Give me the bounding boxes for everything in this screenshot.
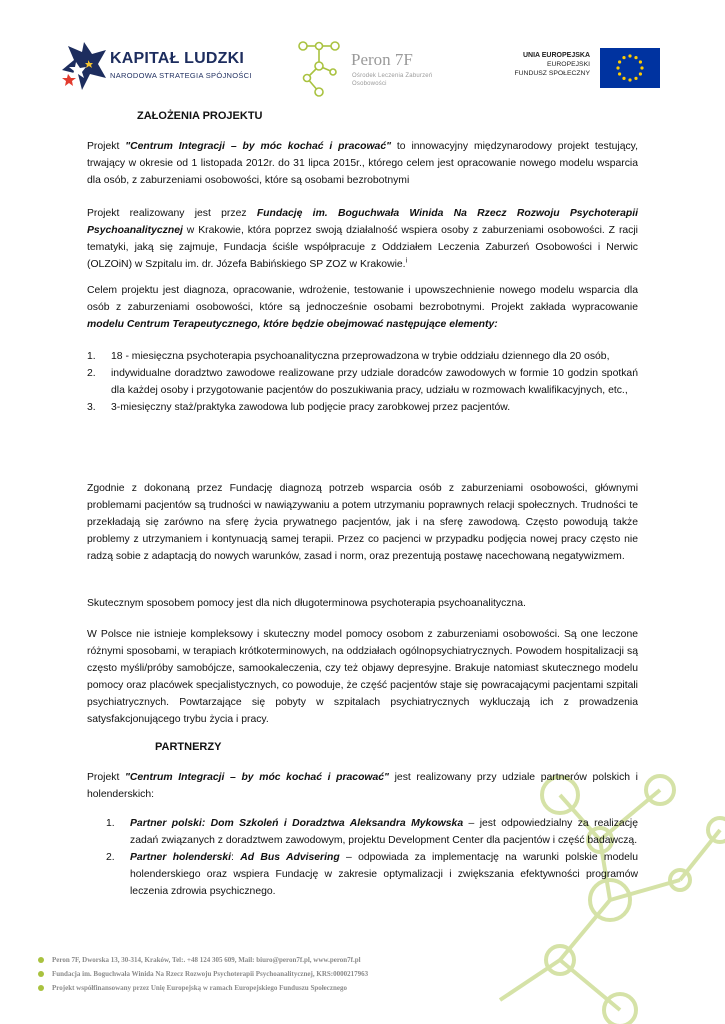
footer-line2: Fundacja im. Boguchwała Winida Na Rzecz Rozwoju Psychoterapii Psychoanalitycznej, KRS:0000217963	[52, 970, 369, 978]
eu-line2: EUROPEJSKI	[546, 61, 590, 68]
fundacja-name: Fundację im. Boguchwała Winida Na Rzecz Rozwoju Psychoterapii Psychoanalitycznej	[87, 208, 638, 236]
p1-c: to innowacyjny międzynarodowy projekt testujący, trwający w okresie od 1 listopada 2012r. do 31 lipca 2015r., którego celem jest opracowanie nowego modelu wsparcia dla osób, z zaburzeniami osobowości, które są osobami bezrobotnymi	[87, 141, 638, 186]
paragraph-polska: W Polsce nie istnieje kompleksowy i skuteczny model pomocy osobom z zaburzeniami osobowości. Są one leczone różnymi sposobami, w terapiach krótkoterminowych, na oddziałach ogólnopsychiatrycznych. Powodem hospitalizacji są często myśli/próby samobójcze, samookaleczenia, czy też objawy depresyjne. Brakuje natomiast skutecznego modelu pomocy oraz placówek specjalistycznych, co powoduje, że część pacjentów staje się powracającymi pacjentami szpitali psychiatrycznych. Powtarzające się pobyty w szpitalach psychiatrycznych wykluczają ich z prowadzenia satysfakcjonującego trybu życia i pracy.	[87, 629, 638, 725]
eu-line3: FUNDUSZ SPOŁECZNY	[514, 70, 590, 77]
peron-molecule-icon	[295, 38, 355, 98]
footer-fundacja	[38, 967, 698, 981]
list-number: 1.	[106, 818, 115, 829]
kapital-ludzki-title: KAPITAŁ LUDZKI	[110, 50, 245, 67]
kapital-ludzki-subtitle: NARODOWA STRATEGIA SPÓJNOŚCI	[110, 71, 252, 80]
partner-item	[106, 849, 638, 900]
eu-flag-icon	[600, 48, 660, 88]
partner-name: Partner polski: Dom Szkoleń i Doradztwa Aleksandra Mykowska	[130, 818, 464, 829]
bullet-icon	[38, 971, 44, 977]
footer-line3: Projekt współfinansowany przez Unię Europejską w ramach Europejskiego Funduszu Społecznego	[52, 984, 347, 992]
project-name: "Centrum Integracji – by móc kochać i pracować"	[125, 141, 392, 152]
paragraph-cel	[87, 282, 638, 333]
list-text: indywidualne doradztwo zawodowe realizowane przy udziale doradców zawodowych w formie 10 godzin spotkań dla każdej osoby i przygotowanie pacjentów do poszukiwania pracy, udziału w rozmowach kwalifikacyjnych, etc.,	[111, 368, 638, 396]
partner-sep: :	[231, 852, 241, 863]
p2-a: Projekt realizowany jest przez	[87, 208, 257, 219]
list-number: 1.	[87, 351, 96, 362]
project-name-2: "Centrum Integracji – by móc kochać i pracować"	[124, 772, 389, 783]
heading-zalozenia: ZAŁOŻENIA PROJEKTU	[137, 110, 263, 122]
partner-item	[106, 815, 638, 849]
p3-b: modelu Centrum Terapeutycznego, które będzie obejmować następujące elementy:	[87, 319, 498, 330]
list-number: 2.	[106, 852, 115, 863]
heading-partnerzy: PARTNERZY	[155, 741, 222, 753]
partner-text: – odpowiada za implementację na warunki polskie modelu holenderskiego oraz wspiera Fundację w zakresie optymalizacji i zwiększania efektywności programów leczenia zdrowia psychicznego.	[130, 852, 639, 897]
list-item	[87, 365, 638, 399]
eu-logo	[514, 48, 660, 88]
footer-line1: Peron 7F, Dworska 13, 30-314, Kraków, Tel:. +48 124 305 609, Mail: biuro@peron7f.pl, www.peron7f.pl	[52, 956, 361, 964]
p2-c: w Krakowie, która poprzez swoją działalność wspiera osoby z zaburzeniami osobowości. Z racji tematyki, jaką się zajmuje, Fundacja ściśle współpracuje z Oddziałem Leczenia Zaburzeń Osobowości i Nerwic (OLZOiN) w Szpitalu im. dr. Józefa Babińskiego SP ZOZ w Krakowie.	[87, 225, 638, 270]
eu-line1: UNIA EUROPEJSKA	[522, 52, 590, 59]
footer-eu	[38, 981, 698, 995]
list-item	[87, 348, 638, 365]
kapital-ludzki-logo	[62, 40, 262, 96]
bullet-icon	[38, 985, 44, 991]
bullet-icon	[38, 957, 44, 963]
kapital-ludzki-stars-icon	[62, 40, 106, 92]
partner-label: Partner holenderski	[130, 852, 232, 863]
paragraph-diagnoza: Zgodnie z dokonaną przez Fundację diagnozą potrzeb wsparcia osób z zaburzeniami osobowości, głównymi problemami pacjentów są trudności w nawiązywaniu a potem utrzymaniu poprawnych relacji społecznych. Trudności te przekładają się zarówno na sferę życia prywatnego pacjentów, jak i na sferę zawodową. Często powodują także problemy z utrzymaniem i kontynuacją samej terapii. Przez co pacjenci w przypadku podjęcia nowej pracy często nie radzą sobie z adaptacją do nowych warunków, zasad i norm, oraz prezentują postawę nacechowaną negatywizmem.	[87, 483, 638, 562]
p7-c: jest realizowany przy udziale partnerów polskich i holenderskich:	[87, 772, 638, 800]
paragraph-skuteczny: Skutecznym sposobem pomocy jest dla nich długoterminowa psychoterapia psychoanalityczna.	[87, 598, 526, 609]
footer-contact	[38, 953, 698, 967]
p1-a: Projekt	[87, 141, 126, 152]
endnote-ref[interactable]: i	[405, 257, 408, 265]
list-number: 2.	[87, 368, 96, 379]
paragraph-intro	[87, 138, 638, 189]
peron-7f-logo	[295, 42, 445, 102]
list-text: 18 - miesięczna psychoterapia psychoanalityczna przeprowadzona w trybie oddziału dziennego dla 20 osób,	[111, 351, 610, 362]
partners-list	[106, 815, 638, 900]
page-header	[0, 0, 725, 110]
paragraph-fundacja	[87, 205, 638, 273]
p7-a: Projekt	[87, 772, 125, 783]
elements-list	[87, 348, 638, 416]
peron-7f-name: Peron 7F	[351, 50, 413, 69]
list-text: 3-miesięczny staż/praktyka zawodowa lub podjęcie pracy zarobkowej przez pacjentów.	[111, 402, 511, 413]
partner-name: Ad Bus Advisering	[240, 852, 340, 863]
list-number: 3.	[87, 402, 96, 413]
list-item	[87, 399, 638, 416]
partner-text: – jest odpowiedzialny za realizację zadań związanych z doradztwem zawodowym, projektu Development Center dla pacjentów i część badawczą.	[130, 818, 638, 846]
paragraph-partnerzy	[87, 769, 638, 803]
eu-text	[514, 51, 590, 78]
p3-a: Celem projektu jest diagnoza, opracowanie, wdrożenie, testowanie i upowszechnienie nowego modelu wsparcia dla osób z zaburzeniami osobowości, które są jednocześnie osobami bezrobotnymi. Projekt zakłada wypracowanie	[87, 285, 638, 313]
page-footer	[38, 953, 698, 995]
peron-7f-subtitle: Ośrodek Leczenia Zaburzeń Osobowości	[352, 73, 433, 87]
